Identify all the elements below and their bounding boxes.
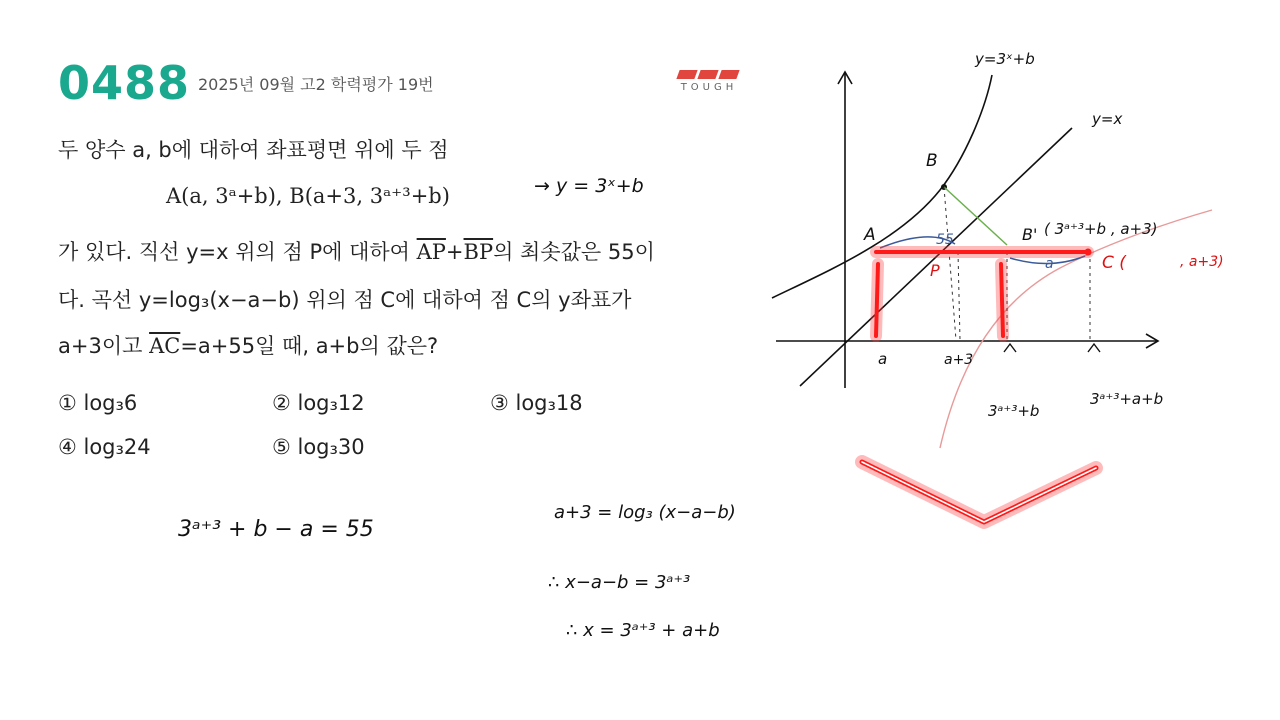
equation-left: 3ᵃ⁺³ + b − a = 55 [178,517,374,542]
label-a: A [864,225,876,245]
segment-ap: $\overline{AP}$ [416,240,446,264]
tick-3a3-plus-b: 3ᵃ⁺³+b [988,402,1040,420]
side-note: → y = 3ˣ+b [534,175,644,197]
problem-points: A(a, 3ᵃ+b), B(a+3, 3ᵃ⁺³+b) [166,184,450,208]
difficulty-label: TOUGH [680,82,738,93]
equation-right-2: ∴ x−a−b = 3ᵃ⁺³ [548,572,691,593]
line-label: y=x [1092,110,1123,128]
dashed-b [944,187,956,340]
line5-text-a: a+3이고 [58,334,150,358]
line3-text-a: 가 있다. 직선 y=x 위의 점 P에 대하여 [58,240,417,264]
equation-right-1: a+3 = log₃ (x−a−b) [554,502,736,523]
log-curve [940,210,1212,448]
plus-sign: + [445,240,464,264]
line5-text-c: =a+55일 때, a+b의 값은? [180,334,439,358]
tick-arrow-1-icon [1004,344,1016,352]
tick-a-plus-3: a+3 [944,352,974,368]
problem-source: 2025년 09월 고2 학력평가 19번 [198,75,434,94]
curve-label: y=3ˣ+b [975,50,1035,68]
segment-bp: $\overline{BP}$ [463,240,494,264]
dashed-p [958,252,960,340]
equation-right-3: ∴ x = 3ᵃ⁺³ + a+b [566,620,720,641]
c-coord: , a+3) [1180,254,1224,270]
problem-line-4: 다. 곡선 y=log₃(x−a−b) 위의 점 C에 대하여 점 C의 y좌표가 [58,288,632,312]
segment-ac: $\overline{AC}$ [149,334,181,358]
highlight-table-shape [876,249,1092,337]
label-bprime: B' [1022,225,1038,244]
tick-a: a [878,350,888,368]
tick-arrow-2-icon [1088,344,1100,352]
segment-a-label: a [1045,256,1054,272]
choice-2[interactable]: ② log₃12 [272,391,365,415]
label-c: C ( [1102,253,1126,273]
chevron-down-icon [862,462,1096,522]
label-b: B [926,151,938,171]
label-p: P [930,261,940,280]
choice-5[interactable]: ⑤ log₃30 [272,435,365,459]
bprime-coord: ( 3ᵃ⁺³+b , a+3) [1044,220,1158,238]
tick-3a3-plus-a-plus-b: 3ᵃ⁺³+a+b [1090,390,1164,408]
problem-line-1: 두 양수 a, b에 대하여 좌표평면 위에 두 점 [58,138,449,162]
segment-55-label: 55 [936,232,954,248]
line3-text-e: 의 최솟값은 55이 [493,240,655,264]
choice-4[interactable]: ④ log₃24 [58,435,151,459]
choice-3[interactable]: ③ log₃18 [490,391,583,415]
choice-1[interactable]: ① log₃6 [58,391,138,415]
problem-number: 0488 [58,56,191,110]
